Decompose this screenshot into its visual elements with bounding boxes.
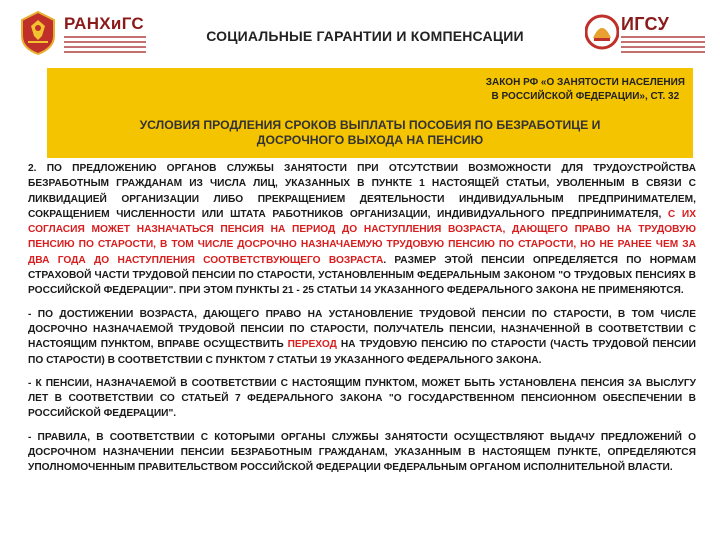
law-reference-line: ЗАКОН РФ «О ЗАНЯТОСТИ НАСЕЛЕНИЯ xyxy=(485,77,685,88)
law-reference-line: В РОССИЙСКОЙ ФЕДЕРАЦИИ», СТ. 32 xyxy=(491,91,680,102)
text-run: 2. ПО ПРЕДЛОЖЕНИЮ ОРГАНОВ СЛУЖБЫ ЗАНЯТОСТИ ПРИ ОТСУТСТВИИ ВОЗМОЖНОСТИ ДЛЯ ТРУДОУСТРОЙСТВА БЕЗРАБОТНЫМ ГРАЖДАНАМ ИЗ ЧИСЛА ЛИЦ, УКАЗАННЫХ В ПУНКТЕ 1 НАСТОЯЩЕЙ СТАТЬИ, УВОЛЕННЫМ В СВЯЗИ С ЛИКВИДАЦИЕЙ ОРГАНИЗАЦИИ ЛИБО ПРЕКРАЩЕНИЕМ ДЕЯТЕЛЬНОСТИ ИНДИВИДУАЛЬНЫМ ПРЕДПРИНИМАТЕЛЕМ, СОКРАЩЕНИЕМ ЧИСЛЕННОСТИ ИЛИ ШТАТА РАБОТНИКОВ ОРГАНИЗАЦИИ, ИНДИВИДУАЛЬНОГО ПРЕДПРИНИМАТЕЛЯ, xyxy=(28,163,696,220)
highlighted-text: ПЕРЕХОД xyxy=(287,339,337,351)
highlighted-text: С ИХ СОГЛАСИЯ МОЖЕТ НАЗНАЧАТЬСЯ ПЕНСИЯ НА ПЕРИОД ДО НАСТУПЛЕНИЯ ВОЗРАСТА, ДАЮЩЕГО ПРАВО НА ТРУДОВУЮ ПЕНСИЮ ПО СТАРОСТИ, В ТОМ ЧИСЛЕ ДОСРОЧНО НАЗНАЧАЕМУЮ ТРУДОВУЮ ПЕНСИЮ ПО СТАРОСТИ, НО НЕ РАНЕЕ ЧЕМ ЗА ДВА ГОДА ДО НАСТУПЛЕНИЯ СООТВЕТСТВУЮЩЕГО ВОЗРАСТА xyxy=(28,208,696,266)
section-heading xyxy=(67,118,673,148)
paragraph-3: - К ПЕНСИИ, НАЗНАЧАЕМОЙ В СООТВЕТСТВИИ С НАСТОЯЩИМ ПУНКТОМ, МОЖЕТ БЫТЬ УСТАНОВЛЕНА ПЕНСИЯ ЗА ВЫСЛУГУ ЛЕТ В СООТВЕТСТВИИ СО СТАТЬЕЙ 7 ФЕДЕРАЛЬНОГО ЗАКОНА "О ГОСУДАРСТВЕННОМ ПЕНСИОННОМ ОБЕСПЕЧЕНИИ В РОССИЙСКОЙ ФЕДЕРАЦИИ". xyxy=(28,377,696,420)
text-run: . РАЗМЕР ЭТОЙ ПЕНСИИ ОПРЕДЕЛЯЕТСЯ ПО НОРМАМ СТРАХОВОЙ ЧАСТИ ТРУДОВОЙ ПЕНСИИ ПО СТАРОСТИ, УСТАНОВЛЕННЫМ ФЕДЕРАЛЬНЫМ ЗАКОНОМ "О ТРУДОВЫХ ПЕНСИЯХ В РОССИЙСКОЙ ФЕДЕРАЦИИ". ПРИ ЭТОМ ПУНКТЫ 21 - 25 СТАТЬИ 14 УКАЗАННОГО ФЕДЕРАЛЬНОГО ЗАКОНА НЕ ПРИМЕНЯЮТСЯ. xyxy=(28,254,696,297)
ranepa-emblem-icon xyxy=(18,10,58,56)
page-title: СОЦИАЛЬНЫЕ ГАРАНТИИ И КОМПЕНСАЦИИ xyxy=(206,28,524,44)
section-heading-line: УСЛОВИЯ ПРОДЛЕНИЯ СРОКОВ ВЫПЛАТЫ ПОСОБИЯ ПО БЕЗРАБОТИЦЕ И xyxy=(139,118,601,132)
ranepa-logo xyxy=(18,10,148,56)
igsu-logo xyxy=(585,10,707,56)
text-run: - ПО ДОСТИЖЕНИИ ВОЗРАСТА, ДАЮЩЕГО ПРАВО НА УСТАНОВЛЕНИЕ ТРУДОВОЙ ПЕНСИИ ПО СТАРОСТИ, В ТОМ ЧИСЛЕ ДОСРОЧНО НАЗНАЧАЕМОЙ ТРУДОВОЙ ПЕНСИИ ПО СТАРОСТИ, ПОЛУЧАТЕЛЬ ПЕНСИИ, НАЗНАЧЕННОЙ В СООТВЕТСТВИИ С НАСТОЯЩИМ ПУНКТОМ, ВПРАВЕ ОСУЩЕСТВИТЬ xyxy=(28,308,696,351)
highlight-panel xyxy=(47,68,693,158)
paragraph-4: - ПРАВИЛА, В СООТВЕТСТВИИ С КОТОРЫМИ ОРГАНЫ СЛУЖБЫ ЗАНЯТОСТИ ОСУЩЕСТВЛЯЮТ ВЫДАЧУ ПРЕДЛОЖЕНИЙ О ДОСРОЧНОМ НАЗНАЧЕНИИ ПЕНСИИ БЕЗРАБОТНЫМ ГРАЖДАНАМ, УКАЗАННЫМ В НАСТОЯЩЕМ ПУНКТЕ, ОПРЕДЕЛЯЮТСЯ УПОЛНОМОЧЕННЫМ ПРАВИТЕЛЬСТВОМ РОССИЙСКОЙ ФЕДЕРАЦИИ ФЕДЕРАЛЬНЫМ ОРГАНОМ ИСПОЛНИТЕЛЬНОЙ ВЛАСТИ. xyxy=(28,431,696,474)
igsu-logo-text: ИГСУ xyxy=(621,14,670,34)
igsu-logo-subtitle xyxy=(621,36,705,56)
text-run: НА ТРУДОВУЮ ПЕНСИЮ ПО СТАРОСТИ (ЧАСТЬ ТРУДОВОЙ ПЕНСИИ ПО СТАРОСТИ) В СООТВЕТСТВИИ С ПУНКТОМ 7 СТАТЬИ 19 УКАЗАННОГО ФЕДЕРАЛЬНОГО ЗАКОНА. xyxy=(28,339,697,366)
ranepa-logo-text: РАНХиГС xyxy=(64,14,144,33)
header xyxy=(0,0,720,66)
paragraph-1 xyxy=(28,161,696,299)
section-heading-line: ДОСРОЧНОГО ВЫХОДА НА ПЕНСИЮ xyxy=(256,133,484,147)
law-reference xyxy=(486,76,685,104)
paragraph-2 xyxy=(28,307,696,368)
igsu-emblem-icon xyxy=(585,12,619,52)
body-text xyxy=(28,161,696,484)
ranepa-logo-subtitle xyxy=(64,36,146,56)
